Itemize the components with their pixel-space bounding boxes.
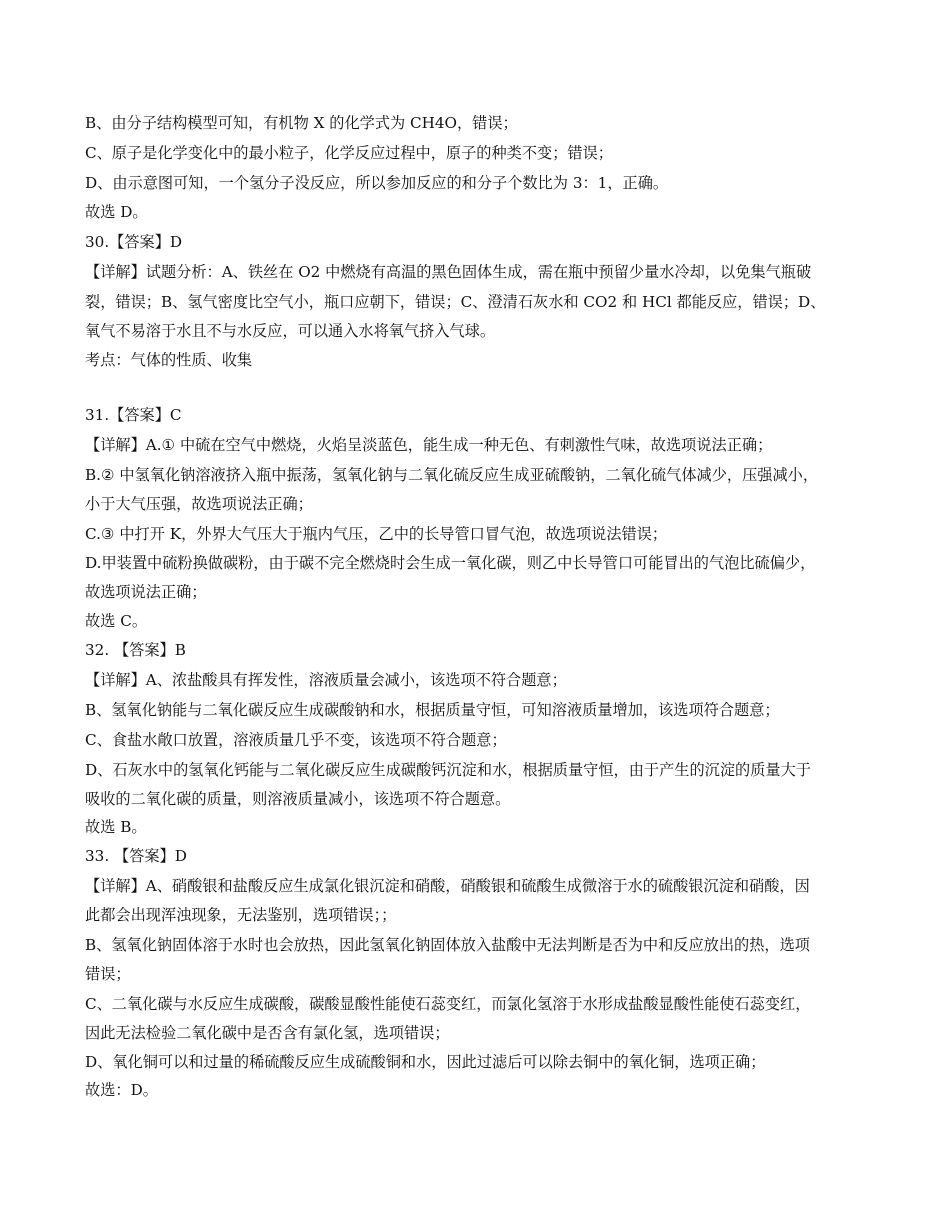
text-line: 裂，错误；B、氢气密度比空气小，瓶口应朝下，错误；C、澄清石灰水和 CO2 和 HCl 都能反应，错误；D、 xyxy=(85,293,826,311)
text-line: 小于大气压强，故选项说法正确； xyxy=(85,495,313,513)
text-line: 吸收的二氧化碳的质量，则溶液质量减小，该选项不符合题意。 xyxy=(85,790,511,808)
text-line: 故选项说法正确； xyxy=(85,583,207,601)
text-line: 故选 B。 xyxy=(85,818,147,836)
text-line: 故选 D。 xyxy=(85,203,148,221)
text-line: 考点：气体的性质、收集 xyxy=(85,351,253,369)
text-line: D、石灰水中的氢氧化钙能与二氧化碳反应生成碳酸钙沉淀和水，根据质量守恒，由于产生的沉淀的质量大于 xyxy=(85,761,811,779)
text-line: 故选 C。 xyxy=(85,612,148,630)
text-line: 【详解】A、硝酸银和盐酸反应生成氯化银沉淀和硝酸，硝酸银和硫酸生成微溶于水的硫酸银沉淀和硝酸，因 xyxy=(85,877,810,895)
answer-heading: 32. 【答案】B xyxy=(85,641,186,659)
text-line: 因此无法检验二氧化碳中是否含有氯化氢，选项错误； xyxy=(85,1024,450,1042)
text-line: B、由分子结构模型可知，有机物 X 的化学式为 CH4O，错误； xyxy=(85,114,518,132)
text-line: 氧气不易溶于水且不与水反应，可以通入水将氧气挤入气球。 xyxy=(85,322,496,340)
text-line: D、由示意图可知，一个氢分子没反应，所以参加反应的和分子个数比为 3：1，正确。 xyxy=(85,174,669,192)
answer-heading: 33. 【答案】D xyxy=(85,847,187,865)
text-line: B.② 中氢氧化钠溶液挤入瓶中振荡，氢氧化钠与二氧化硫反应生成亚硫酸钠，二氧化硫气体减少，压强减小， xyxy=(85,466,819,484)
text-line: 错误； xyxy=(85,965,131,983)
text-line: 【详解】试题分析：A、铁丝在 O2 中燃烧有高温的黑色固体生成，需在瓶中预留少量水冷却，以免集气瓶破 xyxy=(85,263,812,281)
text-line: 【详解】A.① 中硫在空气中燃烧，火焰呈淡蓝色，能生成一种无色、有刺激性气味，故选项说法正确； xyxy=(85,436,773,454)
text-line: 故选：D。 xyxy=(85,1081,158,1099)
text-line: B、氢氧化钠能与二氧化碳反应生成碳酸钠和水，根据质量守恒，可知溶液质量增加，该选项符合题意； xyxy=(85,701,780,719)
text-line: 此都会出现浑浊现象，无法鉴别，选项错误；； xyxy=(85,906,397,924)
answer-heading: 30.【答案】D xyxy=(85,233,183,251)
text-line: C、食盐水敞口放置，溶液质量几乎不变，该选项不符合题意； xyxy=(85,731,507,749)
text-line: C、原子是化学变化中的最小粒子，化学反应过程中，原子的种类不变；错误； xyxy=(85,144,613,162)
text-line: D、氧化铜可以和过量的稀硫酸反应生成硫酸铜和水，因此过滤后可以除去铜中的氧化铜，选项正确； xyxy=(85,1053,766,1071)
text-line: 【详解】A、浓盐酸具有挥发性，溶液质量会减小，该选项不符合题意； xyxy=(85,671,567,689)
answer-heading: 31.【答案】C xyxy=(85,406,182,424)
text-line: B、氢氧化钠固体溶于水时也会放热，因此氢氧化钠固体放入盐酸中无法判断是否为中和反应放出的热，选项 xyxy=(85,936,810,954)
text-line: C.③ 中打开 K，外界大气压大于瓶内气压，乙中的长导管口冒气泡，故选项说法错误； xyxy=(85,525,668,543)
text-line: C、二氧化碳与水反应生成碳酸，碳酸显酸性能使石蕊变红，而氯化氢溶于水形成盐酸显酸性能使石蕊变红， xyxy=(85,995,811,1013)
text-line: D.甲装置中硫粉换做碳粉，由于碳不完全燃烧时会生成一氧化碳，则乙中长导管口可能冒出的气泡比硫偏少， xyxy=(85,554,816,572)
